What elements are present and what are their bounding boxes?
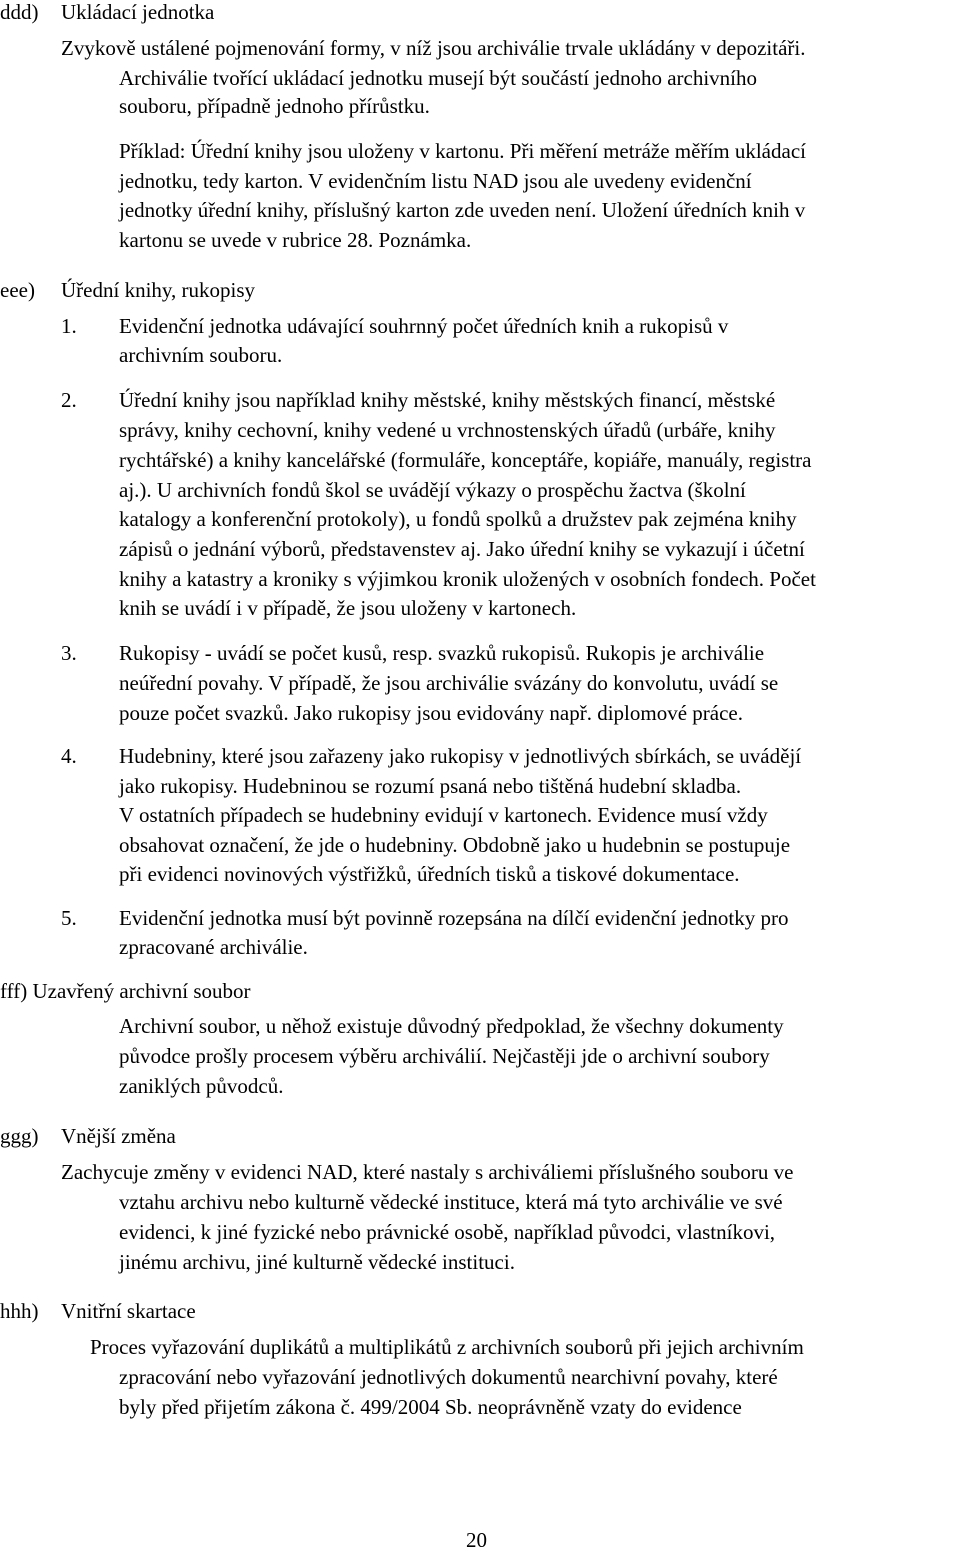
list-item-line: katalogy a konferenční protokoly), u fondů spolků a družstev pak zejména knihy <box>119 507 797 531</box>
list-item-line: Hudebniny, které jsou zařazeny jako rukopisy v jednotlivých sbírkách, se uvádějí <box>119 744 802 768</box>
list-item-line: obsahovat označení, že jde o hudebniny. Obdobně jako u hudebnin se postupuje <box>119 833 791 857</box>
section-fff-line: Archivní soubor, u něhož existuje důvodný předpoklad, že všechny dokumenty <box>119 1014 784 1038</box>
list-item-number: 3. <box>61 641 77 665</box>
list-item-line: V ostatních případech se hudebniny evidují v kartonech. Evidence musí vždy <box>119 803 768 827</box>
list-item-number: 2. <box>61 388 77 412</box>
section-fff-line: původce prošly procesem výběru archiválií. Nejčastěji jde o archivní soubory <box>119 1044 770 1068</box>
section-hhh-line: byly před přijetím zákona č. 499/2004 Sb. neoprávněně vzaty do evidence <box>119 1395 742 1419</box>
section-ddd-line: Zvykově ustálené pojmenování formy, v níž jsou archiválie trvale ukládány v depozitáři. <box>61 36 806 60</box>
list-item-line: zápisů o jednání výborů, představenstev aj. Jako úřední knihy se vykazují i účetní <box>119 537 805 561</box>
section-ggg-label: ggg) <box>0 1124 39 1148</box>
list-item-line: archivním souboru. <box>119 343 283 367</box>
section-ddd-line: kartonu se uvede v rubrice 28. Poznámka. <box>119 228 472 252</box>
list-item-line: Rukopisy - uvádí se počet kusů, resp. svazků rukopisů. Rukopis je archiválie <box>119 641 765 665</box>
list-item-line: neúřední povahy. V případě, že jsou archiválie svázány do konvolutu, uvádí se <box>119 671 779 695</box>
section-ddd-label: ddd) <box>0 0 39 24</box>
list-item-number: 5. <box>61 906 77 930</box>
section-ddd-title: Ukládací jednotka <box>61 0 215 24</box>
list-item-line: zpracované archiválie. <box>119 935 308 959</box>
section-ddd-line: jednotku, tedy karton. V evidenčním listu NAD jsou ale uvedeny evidenční <box>119 169 752 193</box>
list-item-line: pouze počet svazků. Jako rukopisy jsou evidovány např. diplomové práce. <box>119 701 744 725</box>
section-eee-label: eee) <box>0 278 35 302</box>
list-item-line: jako rukopisy. Hudebninou se rozumí psaná nebo tištěná hudební skladba. <box>119 774 742 798</box>
list-item-line: Úřední knihy jsou například knihy městské, knihy městských financí, městské <box>119 388 776 412</box>
section-ddd-line: jednotky úřední knihy, příslušný karton zde uveden není. Uložení úředních knih v <box>119 198 806 222</box>
list-item-line: knih se uvádí i v případě, že jsou uloženy v kartonech. <box>119 596 577 620</box>
list-item-line: správy, knihy cechovní, knihy vedené u vrchnostenských úřadů (urbáře, knihy <box>119 418 776 442</box>
section-ddd-line: Příklad: Úřední knihy jsou uloženy v kartonu. Při měření metráže měřím ukládací <box>119 139 806 163</box>
list-item-line: Evidenční jednotka musí být povinně rozepsána na dílčí evidenční jednotky pro <box>119 906 789 930</box>
section-hhh-line: zpracování nebo vyřazování jednotlivých dokumentů nearchivní povahy, které <box>119 1365 778 1389</box>
section-ggg-line: vztahu archivu nebo kulturně vědecké instituce, která má tyto archiválie ve své <box>119 1190 783 1214</box>
section-ddd-line: souboru, případně jednoho přírůstku. <box>119 94 430 118</box>
section-hhh-label: hhh) <box>0 1299 39 1323</box>
section-fff-line: zaniklých původců. <box>119 1074 284 1098</box>
page-number: 20 <box>466 1528 487 1552</box>
section-ggg-title: Vnější změna <box>61 1124 176 1148</box>
section-hhh-title: Vnitřní skartace <box>61 1299 196 1323</box>
section-ggg-line: jinému archivu, jiné kulturně vědecké instituci. <box>119 1250 515 1274</box>
section-eee-title: Úřední knihy, rukopisy <box>61 278 256 302</box>
list-item-line: knihy a katastry a kroniky s výjimkou kronik uložených v osobních fondech. Počet <box>119 567 816 591</box>
section-ddd-line: Archiválie tvořící ukládací jednotku musejí být součástí jednoho archivního <box>119 66 758 90</box>
list-item-number: 4. <box>61 744 77 768</box>
list-item-line: při evidenci novinových výstřižků, úředních tisků a tiskové dokumentace. <box>119 862 740 886</box>
section-hhh-line: Proces vyřazování duplikátů a multiplikátů z archivních souborů při jejich archivním <box>90 1335 804 1359</box>
list-item-line: rychtářské) a knihy kancelářské (formuláře, konceptáře, kopiáře, manuály, registra <box>119 448 812 472</box>
section-ggg-line: Zachycuje změny v evidenci NAD, které nastaly s archiváliemi příslušného souboru ve <box>61 1160 794 1184</box>
section-ggg-line: evidenci, k jiné fyzické nebo právnické osobě, například původci, vlastníkovi, <box>119 1220 776 1244</box>
list-item-number: 1. <box>61 314 77 338</box>
list-item-line: aj.). U archivních fondů škol se uvádějí výkazy o prospěchu žactva (školní <box>119 478 746 502</box>
section-fff-heading: fff) Uzavřený archivní soubor <box>0 979 251 1003</box>
list-item-line: Evidenční jednotka udávající souhrnný počet úředních knih a rukopisů v <box>119 314 729 338</box>
